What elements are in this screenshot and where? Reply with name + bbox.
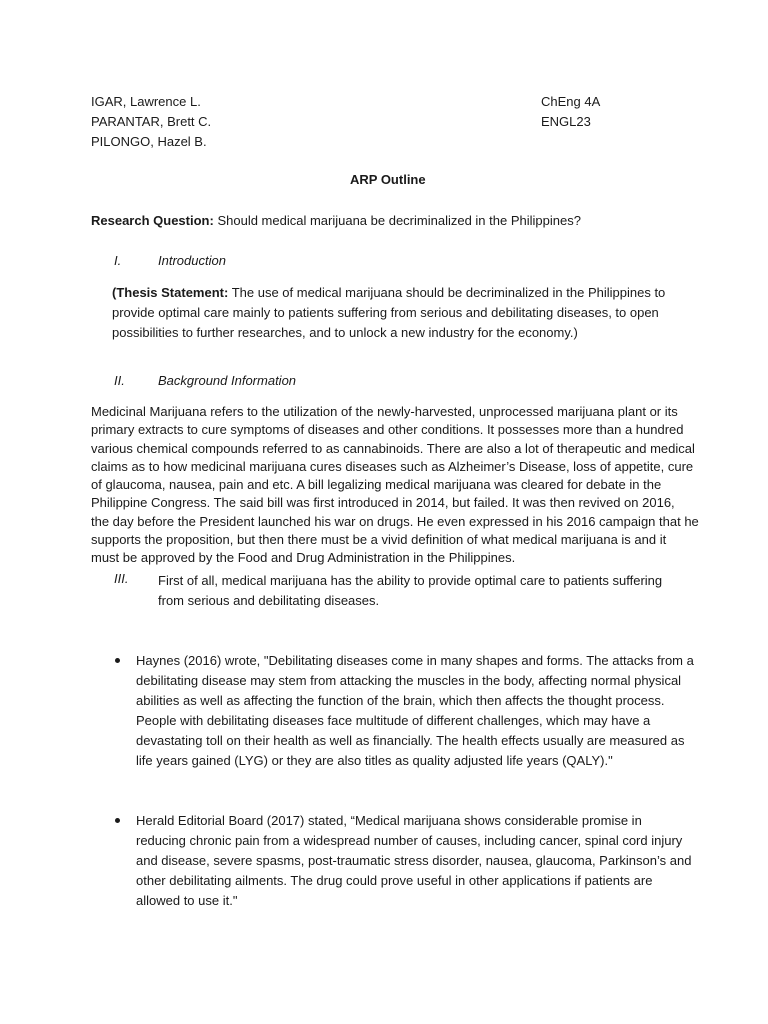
bullet-line: and disease, severe spasms, post-traumatic stress disorder, nausea, glaucoma, Parkinson’s and: [136, 853, 692, 868]
thesis-open-paren: (: [112, 285, 117, 300]
course-code: ENGL23: [541, 114, 591, 129]
bullet-line: allowed to use it.": [136, 893, 238, 908]
paragraph-line: claims as to how medicinal marijuana cures diseases such as Alzheimer’s Disease, loss of appetite, cure: [91, 458, 694, 474]
bullet-item: [136, 651, 694, 771]
section-heading: Introduction: [158, 253, 226, 268]
bullet-line: Haynes (2016) wrote, "Debilitating diseases come in many shapes and forms. The attacks from a: [136, 653, 694, 668]
paragraph-line: Philippine Congress. The said bill was first introduced in 2014, but failed. It was then revived on 2016,: [91, 495, 675, 511]
paragraph-line: various chemical compounds referred to as cannabinoids. There are also a lot of therapeutic and medical: [91, 440, 695, 456]
author-name: PARANTAR, Brett C.: [91, 114, 212, 129]
thesis-label: Thesis Statement:: [116, 285, 229, 300]
document-title: ARP Outline: [350, 172, 426, 187]
bullet-line: reducing chronic pain from a widespread number of causes, including cancer, spinal cord injury: [136, 833, 683, 848]
section-numeral: III.: [114, 571, 129, 586]
bullet-icon: [115, 818, 120, 823]
bullet-line: debilitating disease may stem from attacking the muscles in the body, affecting normal physical: [136, 673, 682, 688]
section-three-text: [158, 571, 662, 611]
bullet-line: People with debilitating diseases face multitude of different challenges, which may have a: [136, 713, 651, 728]
author-name: IGAR, Lawrence L.: [91, 94, 201, 109]
paragraph-line: supports the proposition, but then there must be a vivid definition of what medical marijuana is and it: [91, 532, 667, 548]
bullet-line: Herald Editorial Board (2017) stated, “Medical marijuana shows considerable promise in: [136, 813, 642, 828]
bullet-icon: [115, 658, 120, 663]
background-paragraph: [91, 403, 699, 568]
thesis-line: The use of medical marijuana should be decriminalized in the Philippines to: [228, 285, 666, 300]
author-name: PILONGO, Hazel B.: [91, 134, 207, 149]
thesis-statement: [112, 283, 665, 343]
thesis-line: provide optimal care mainly to patients suffering from serious and debilitating diseases, to open: [112, 305, 659, 320]
research-question-label: Research Question:: [91, 213, 214, 228]
research-question: [91, 213, 581, 228]
research-question-text: Should medical marijuana be decriminalized in the Philippines?: [217, 213, 581, 228]
paragraph-line: of glaucoma, nausea, pain and etc. A bill legalizing medical marijuana was cleared for debate in the: [91, 477, 662, 493]
bullet-line: abilities as well as affecting the function of the brain, which then affects the thought process.: [136, 693, 665, 708]
section-line: from serious and debilitating diseases.: [158, 593, 380, 608]
author-list: [91, 92, 211, 152]
section-numeral: II.: [114, 373, 125, 388]
paragraph-line: primary extracts to cure symptoms of diseases and other conditions. It possesses more than a hundred: [91, 422, 684, 438]
bullet-line: life years gained (LYG) or they are also titles as quality adjusted life years (QALY).": [136, 753, 613, 768]
paragraph-line: Medicinal Marijuana refers to the utilization of the newly-harvested, unprocessed marijuana plant or its: [91, 404, 678, 419]
section-numeral: I.: [114, 253, 122, 268]
paragraph-line: the day before the President launched his war on drugs. He even expressed in his 2016 campaign that he: [91, 513, 699, 529]
thesis-line: possibilities to further researches, and to unlock a new industry for the economy.): [112, 325, 578, 340]
bullet-item: [136, 811, 691, 911]
course-info: [541, 92, 600, 132]
course-code: ChEng 4A: [541, 94, 601, 109]
section-heading: Background Information: [158, 373, 297, 388]
bullet-line: devastating toll on their health as well as financially. The health effects usually are measured as: [136, 733, 685, 748]
paragraph-line: must be approved by the Food and Drug Administration in the Philippines.: [91, 550, 516, 566]
bullet-line: other debilitating ailments. The drug could prove useful in other applications if patients are: [136, 873, 653, 888]
section-line: First of all, medical marijuana has the ability to provide optimal care to patients suffering: [158, 573, 663, 588]
